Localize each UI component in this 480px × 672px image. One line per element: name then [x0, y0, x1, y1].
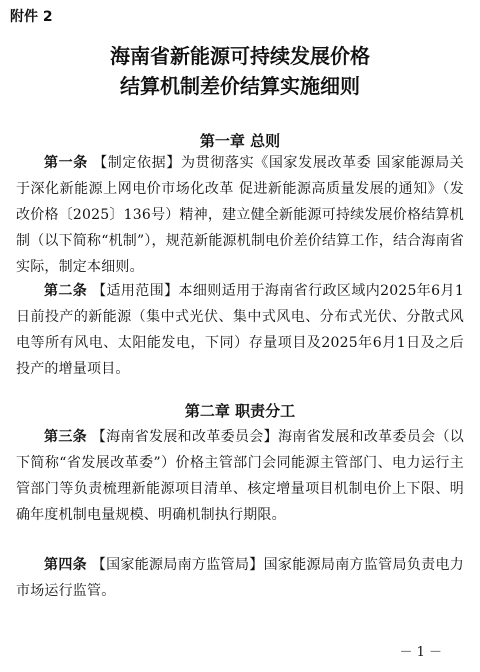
article-2-tag: 【适用范围】: [92, 283, 179, 299]
article-2: [16, 278, 464, 382]
article-2-text: 本细则适用于海南省行政区域内2025年6月1日前投产的新能源（集中式光伏、集中式风电、分布式光伏、分散式风电等所有风电、太阳能发电，下同）存量项目及2025年6月1日及之后投产的增量项目。: [16, 283, 464, 377]
article-4-number: 第四条: [44, 557, 87, 573]
article-3-tag: 【海南省发展和改革委员会】: [91, 429, 278, 445]
article-1: [16, 150, 464, 280]
article-2-number: 第二条: [44, 283, 88, 299]
page-number: － 1 －: [399, 645, 442, 660]
article-3-number: 第三条: [44, 429, 87, 445]
article-1-tag: 【制定依据】: [93, 155, 181, 171]
article-4-text: 国家能源局南方监管局负责电力市场运行监管。: [16, 557, 464, 599]
attachment-label: 附件 2: [10, 9, 53, 25]
article-3: [16, 424, 464, 528]
chapter-1-heading: 第一章 总则: [199, 132, 281, 150]
document-title-line-1: 海南省新能源可持续发展价格: [110, 44, 370, 68]
article-4-tag: 【国家能源局南方监管局】: [91, 557, 264, 573]
article-4: [16, 552, 464, 604]
chapter-2-heading: 第二章 职责分工: [184, 402, 296, 420]
document-title-line-2: 结算机制差价结算实施细则: [120, 74, 360, 98]
article-1-text: 为贯彻落实《国家发展改革委 国家能源局关于深化新能源上网电价市场化改革 促进新能源高质量发展的通知》（发改价格〔2025〕136号）精神，建立健全新能源可持续发展价格结算机制（以下简称“机制”），规范新能源机制电价差价结算工作，结合海南省实际，制定本细则。: [16, 155, 464, 275]
article-3-text: 海南省发展和改革委员会（以下简称“省发展改革委”）价格主管部门会同能源主管部门、电力运行主管部门等负责梳理新能源项目清单、核定增量项目机制电价上下限、明确年度机制电量规模、明确机制执行期限。: [16, 429, 464, 523]
article-1-number: 第一条: [44, 155, 88, 171]
